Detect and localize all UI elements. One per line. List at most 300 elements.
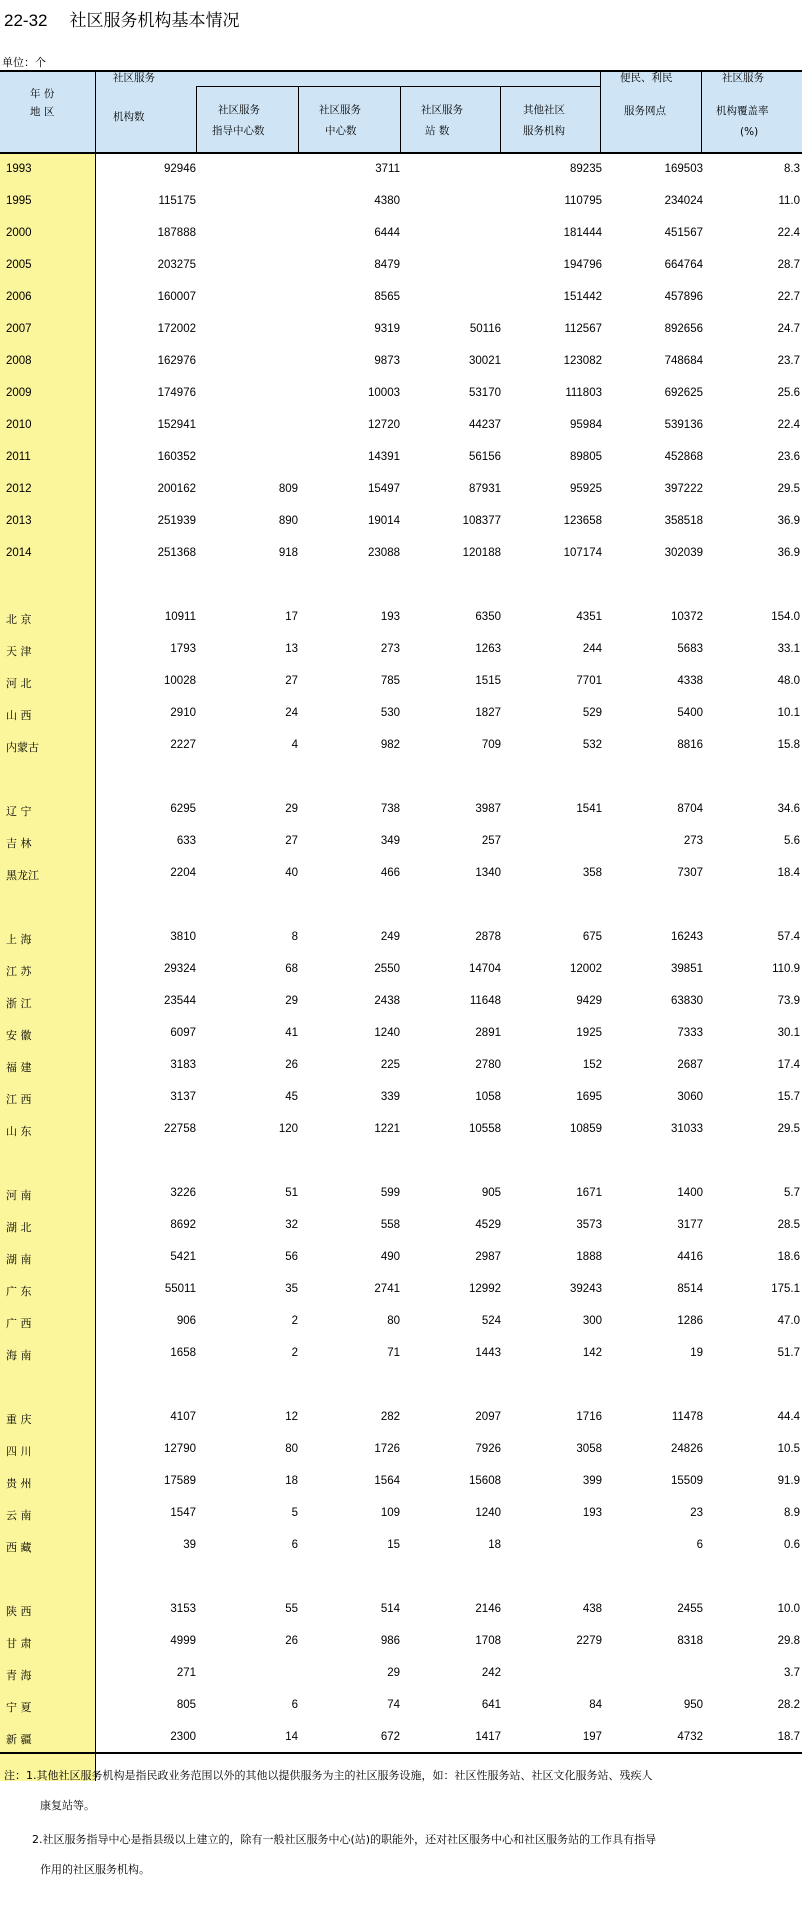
cell-other: 111803 [565, 387, 602, 399]
cell-center: 8479 [374, 259, 400, 271]
cell-outlet: 2455 [677, 1603, 703, 1615]
cell-guide: 24 [285, 707, 298, 719]
cell-cover: 73.9 [777, 995, 800, 1007]
cell-total: 160007 [157, 291, 196, 303]
row-region: 吉 林 [6, 837, 32, 850]
cell-other: 107174 [563, 547, 602, 559]
cell-station: 1443 [475, 1347, 501, 1359]
cell-center: 1564 [374, 1475, 400, 1487]
cell-outlet: 7307 [677, 867, 703, 879]
row-region: 重 庆 [6, 1413, 32, 1426]
cell-outlet: 15509 [671, 1475, 703, 1487]
cell-outlet: 1400 [677, 1187, 703, 1199]
table-row [0, 1530, 802, 1562]
note-2: 2.社区服务指导中心是指县级以上建立的，除有一般社区服务中心(站)的职能外，还对社区服务中心和社区服务站的工作具有指导 [32, 1833, 657, 1846]
cell-outlet: 8704 [677, 803, 703, 815]
cell-center: 2550 [374, 963, 400, 975]
row-region: 广 西 [6, 1317, 32, 1330]
table-row [0, 1690, 802, 1722]
cell-cover: 22.4 [777, 227, 800, 239]
cell-center: 982 [380, 739, 400, 751]
cell-cover: 30.1 [777, 1027, 800, 1039]
row-region: 黑龙江 [6, 869, 39, 882]
cell-cover: 29.5 [777, 1123, 800, 1135]
cell-other: 10859 [570, 1123, 602, 1135]
cell-total: 3226 [170, 1187, 196, 1199]
row-year: 2007 [6, 323, 32, 335]
row-region: 福 建 [6, 1061, 32, 1074]
cell-guide: 14 [285, 1731, 298, 1743]
cell-cover: 25.6 [777, 387, 800, 399]
cell-outlet: 892656 [664, 323, 703, 335]
cell-cover: 15.7 [777, 1091, 800, 1103]
table-row [0, 1434, 802, 1466]
cell-outlet: 273 [683, 835, 703, 847]
cell-station: 242 [481, 1667, 501, 1679]
row-region: 新 疆 [6, 1733, 32, 1746]
cell-outlet: 2687 [677, 1059, 703, 1071]
cell-cover: 22.7 [777, 291, 800, 303]
table-row [0, 954, 802, 986]
cell-station: 641 [481, 1699, 501, 1711]
table-row [0, 538, 802, 570]
cell-outlet: 302039 [664, 547, 703, 559]
table-number: 22-32 [4, 11, 48, 30]
cell-center: 71 [387, 1347, 400, 1359]
cell-center: 273 [380, 643, 400, 655]
cell-outlet: 3177 [677, 1219, 703, 1231]
row-region: 江 西 [6, 1093, 32, 1106]
cell-total: 187888 [157, 227, 196, 239]
cell-station: 30021 [469, 355, 501, 367]
table-row [0, 154, 802, 186]
cell-total: 5421 [170, 1251, 196, 1263]
table-header [0, 70, 802, 154]
cell-station: 1240 [475, 1507, 501, 1519]
table-row [0, 1018, 802, 1050]
table-row [0, 1338, 802, 1370]
cell-station: 2780 [475, 1059, 501, 1071]
cell-center: 29 [387, 1667, 400, 1679]
cell-cover: 44.4 [777, 1411, 800, 1423]
table-row [0, 1178, 802, 1210]
cell-total: 4107 [170, 1411, 196, 1423]
cell-guide: 4 [291, 739, 298, 751]
cell-cover: 29.5 [777, 483, 800, 495]
cell-center: 23088 [368, 547, 400, 559]
cell-cover: 23.7 [777, 355, 800, 367]
cell-other: 142 [582, 1347, 602, 1359]
cell-guide: 45 [285, 1091, 298, 1103]
cell-station: 14704 [469, 963, 501, 975]
cell-cover: 36.9 [777, 515, 800, 527]
row-region: 湖 南 [6, 1253, 32, 1266]
cell-station: 709 [481, 739, 501, 751]
cell-total: 39 [183, 1539, 196, 1551]
table-row [0, 986, 802, 1018]
cell-guide: 26 [285, 1059, 298, 1071]
row-region: 陕 西 [6, 1605, 32, 1618]
cell-guide: 32 [285, 1219, 298, 1231]
cell-other: 244 [582, 643, 602, 655]
table-bottom-rule [0, 1752, 802, 1754]
cell-outlet: 5683 [677, 643, 703, 655]
cell-total: 2227 [170, 739, 196, 751]
cell-other: 194796 [563, 259, 602, 271]
cell-center: 249 [380, 931, 400, 943]
note-2-cont: 作用的社区服务机构。 [40, 1863, 150, 1876]
cell-guide: 120 [278, 1123, 298, 1135]
cell-station: 2097 [475, 1411, 501, 1423]
cell-station: 2146 [475, 1603, 501, 1615]
cell-center: 9873 [374, 355, 400, 367]
cell-total: 200162 [157, 483, 196, 495]
cell-station: 3987 [475, 803, 501, 815]
cell-outlet: 31033 [671, 1123, 703, 1135]
cell-guide: 29 [285, 803, 298, 815]
header-outlet-top: 便民、利民 [620, 72, 673, 84]
cell-other: 123658 [563, 515, 602, 527]
page-title [4, 6, 239, 31]
cell-cover: 5.6 [784, 835, 800, 847]
cell-cover: 17.4 [777, 1059, 800, 1071]
table-row [0, 1466, 802, 1498]
row-year: 2012 [6, 483, 32, 495]
cell-cover: 110.9 [772, 963, 800, 975]
cell-outlet: 8816 [677, 739, 703, 751]
row-region: 天 津 [6, 645, 32, 658]
row-region: 安 徽 [6, 1029, 32, 1042]
cell-total: 1547 [170, 1507, 196, 1519]
cell-station: 2878 [475, 931, 501, 943]
cell-outlet: 358518 [664, 515, 703, 527]
cell-other: 7701 [576, 675, 602, 687]
cell-cover: 91.9 [777, 1475, 800, 1487]
cell-center: 80 [387, 1315, 400, 1327]
cell-total: 92946 [164, 163, 196, 175]
table-row [0, 1082, 802, 1114]
cell-cover: 28.5 [777, 1219, 800, 1231]
cell-outlet: 6 [696, 1539, 703, 1551]
cell-guide: 890 [278, 515, 298, 527]
table-row [0, 1114, 802, 1146]
cell-other: 675 [582, 931, 602, 943]
cell-total: 10028 [164, 675, 196, 687]
table-row [0, 1658, 802, 1690]
cell-center: 2741 [374, 1283, 400, 1295]
cell-center: 466 [380, 867, 400, 879]
table-row [0, 314, 802, 346]
cell-outlet: 4416 [677, 1251, 703, 1263]
cell-outlet: 24826 [671, 1443, 703, 1455]
cell-guide: 55 [285, 1603, 298, 1615]
cell-cover: 11.0 [778, 195, 800, 207]
cell-center: 530 [380, 707, 400, 719]
cell-guide: 2 [291, 1315, 298, 1327]
cell-guide: 13 [285, 643, 298, 655]
row-region: 甘 肃 [6, 1637, 32, 1650]
cell-guide: 35 [285, 1283, 298, 1295]
cell-other: 1925 [576, 1027, 602, 1039]
cell-center: 339 [380, 1091, 400, 1103]
row-region: 河 北 [6, 677, 32, 690]
cell-cover: 23.6 [777, 451, 800, 463]
cell-station: 7926 [475, 1443, 501, 1455]
cell-other: 3573 [576, 1219, 602, 1231]
table-row [0, 858, 802, 890]
cell-total: 3153 [170, 1603, 196, 1615]
header-station-top: 社区服务 [421, 104, 463, 116]
cell-cover: 10.5 [777, 1443, 800, 1455]
row-region: 辽 宁 [6, 805, 32, 818]
cell-guide: 80 [285, 1443, 298, 1455]
cell-cover: 18.4 [777, 867, 800, 879]
cell-station: 905 [481, 1187, 501, 1199]
cell-cover: 18.7 [777, 1731, 800, 1743]
cell-guide: 56 [285, 1251, 298, 1263]
table-row [0, 602, 802, 634]
cell-total: 6295 [170, 803, 196, 815]
group-spacer [0, 1146, 802, 1178]
cell-outlet: 4732 [677, 1731, 703, 1743]
cell-outlet: 23 [690, 1507, 703, 1519]
cell-guide: 6 [291, 1699, 298, 1711]
cell-total: 12790 [164, 1443, 196, 1455]
cell-center: 282 [380, 1411, 400, 1423]
cell-other: 112567 [564, 323, 602, 335]
cell-outlet: 748684 [664, 355, 703, 367]
cell-guide: 27 [285, 835, 298, 847]
cell-total: 203275 [157, 259, 196, 271]
cell-station: 257 [481, 835, 501, 847]
cell-guide: 40 [285, 867, 298, 879]
cell-cover: 34.6 [777, 803, 800, 815]
cell-station: 11648 [469, 995, 501, 1007]
cell-total: 29324 [164, 963, 196, 975]
cell-cover: 10.1 [777, 707, 800, 719]
cell-center: 6444 [374, 227, 400, 239]
cell-guide: 5 [291, 1507, 298, 1519]
table-row [0, 1242, 802, 1274]
cell-total: 162976 [157, 355, 196, 367]
row-region: 上 海 [6, 933, 32, 946]
cell-cover: 33.1 [777, 643, 800, 655]
row-region: 山 西 [6, 709, 32, 722]
table-row [0, 1274, 802, 1306]
cell-center: 986 [380, 1635, 400, 1647]
cell-other: 12002 [570, 963, 602, 975]
cell-other: 39243 [570, 1283, 602, 1295]
table-row [0, 1210, 802, 1242]
unit-label: 单位：个 [2, 56, 46, 69]
cell-station: 1340 [475, 867, 501, 879]
cell-other: 1695 [576, 1091, 602, 1103]
group-spacer [0, 1562, 802, 1594]
row-year: 2013 [6, 515, 32, 527]
cell-outlet: 397222 [664, 483, 703, 495]
cell-cover: 154.0 [771, 611, 800, 623]
cell-center: 672 [380, 1731, 400, 1743]
cell-total: 10911 [164, 611, 196, 623]
table-row [0, 730, 802, 762]
cell-outlet: 950 [683, 1699, 703, 1711]
cell-guide: 18 [285, 1475, 298, 1487]
group-spacer [0, 570, 802, 602]
cell-other: 300 [582, 1315, 602, 1327]
cell-total: 251939 [157, 515, 196, 527]
cell-center: 10003 [368, 387, 400, 399]
cell-total: 8692 [170, 1219, 196, 1231]
cell-total: 633 [176, 835, 196, 847]
cell-cover: 15.8 [777, 739, 800, 751]
cell-total: 1658 [170, 1347, 196, 1359]
cell-other: 529 [582, 707, 602, 719]
cell-guide: 26 [285, 1635, 298, 1647]
row-year: 2005 [6, 259, 32, 271]
cell-guide: 2 [291, 1347, 298, 1359]
cell-guide: 8 [291, 931, 298, 943]
cell-guide: 27 [285, 675, 298, 687]
cell-outlet: 8514 [677, 1283, 703, 1295]
header-guide-bottom: 指导中心数 [212, 125, 265, 137]
cell-other: 197 [582, 1731, 602, 1743]
cell-total: 3810 [170, 931, 196, 943]
cell-other: 181444 [563, 227, 602, 239]
cell-guide: 918 [278, 547, 298, 559]
cell-total: 271 [176, 1667, 196, 1679]
cell-cover: 8.3 [784, 163, 800, 175]
table-row [0, 186, 802, 218]
cell-total: 6097 [170, 1027, 196, 1039]
header-other-top: 其他社区 [523, 104, 565, 116]
cell-center: 514 [380, 1603, 400, 1615]
header-cover-bottom: (%) [740, 126, 759, 138]
row-year: 2011 [6, 451, 31, 463]
group-spacer [0, 1370, 802, 1402]
cell-total: 4999 [170, 1635, 196, 1647]
row-year: 2008 [6, 355, 32, 367]
row-year: 2010 [6, 419, 32, 431]
cell-cover: 36.9 [777, 547, 800, 559]
row-region: 广 东 [6, 1285, 32, 1298]
cell-outlet: 4338 [677, 675, 703, 687]
cell-cover: 22.4 [777, 419, 800, 431]
row-year: 2006 [6, 291, 32, 303]
row-region: 贵 州 [6, 1477, 32, 1490]
cell-total: 152941 [157, 419, 196, 431]
header-center-top: 社区服务 [319, 104, 361, 116]
cell-total: 55011 [164, 1283, 196, 1295]
cell-other: 438 [582, 1603, 602, 1615]
cell-station: 2891 [475, 1027, 501, 1039]
cell-outlet: 452868 [664, 451, 703, 463]
cell-station: 10558 [469, 1123, 501, 1135]
table-row [0, 794, 802, 826]
cell-cover: 8.9 [784, 1507, 800, 1519]
row-year: 2009 [6, 387, 32, 399]
cell-center: 15 [387, 1539, 400, 1551]
cell-guide: 51 [285, 1187, 298, 1199]
row-region: 青 海 [6, 1669, 32, 1682]
cell-outlet: 8318 [677, 1635, 703, 1647]
header-cover-mid: 机构覆盖率 [716, 105, 769, 117]
cell-outlet: 39851 [671, 963, 703, 975]
cell-other: 3058 [576, 1443, 602, 1455]
cell-station: 1263 [475, 643, 501, 655]
cell-station: 1827 [475, 707, 501, 719]
cell-outlet: 451567 [664, 227, 703, 239]
cell-center: 15497 [368, 483, 400, 495]
cell-other: 9429 [576, 995, 602, 1007]
cell-center: 193 [380, 611, 400, 623]
table-row [0, 282, 802, 314]
cell-station: 15608 [469, 1475, 501, 1487]
cell-station: 524 [481, 1315, 501, 1327]
header-cover-top: 社区服务 [722, 72, 764, 84]
cell-outlet: 1286 [677, 1315, 703, 1327]
cell-center: 19014 [368, 515, 400, 527]
cell-center: 225 [380, 1059, 400, 1071]
cell-total: 2300 [170, 1731, 196, 1743]
note-1-cont: 康复站等。 [40, 1799, 95, 1812]
header-total-bottom: 机构数 [113, 111, 145, 123]
cell-station: 6350 [475, 611, 501, 623]
cell-outlet: 539136 [664, 419, 703, 431]
cell-total: 115175 [158, 195, 196, 207]
cell-outlet: 3060 [677, 1091, 703, 1103]
table-row [0, 1626, 802, 1658]
cell-other: 95925 [570, 483, 602, 495]
cell-outlet: 234024 [664, 195, 703, 207]
cell-center: 738 [380, 803, 400, 815]
table-row [0, 410, 802, 442]
cell-other: 2279 [576, 1635, 602, 1647]
cell-station: 1708 [475, 1635, 501, 1647]
cell-station: 1417 [475, 1731, 501, 1743]
cell-other: 358 [582, 867, 602, 879]
table-row [0, 378, 802, 410]
table-row [0, 442, 802, 474]
row-region: 江 苏 [6, 965, 32, 978]
cell-total: 906 [176, 1315, 196, 1327]
cell-outlet: 7333 [677, 1027, 703, 1039]
row-region: 山 东 [6, 1125, 32, 1138]
table-row [0, 506, 802, 538]
row-year: 1995 [6, 195, 32, 207]
row-year: 2014 [6, 547, 32, 559]
table-row [0, 1306, 802, 1338]
row-region: 浙 江 [6, 997, 32, 1010]
table-row [0, 698, 802, 730]
cell-other: 89235 [570, 163, 602, 175]
cell-center: 4380 [374, 195, 400, 207]
cell-total: 23544 [164, 995, 196, 1007]
table-row [0, 826, 802, 858]
cell-outlet: 10372 [671, 611, 703, 623]
cell-other: 4351 [576, 611, 602, 623]
cell-center: 1221 [374, 1123, 400, 1135]
cell-cover: 5.7 [784, 1187, 800, 1199]
cell-outlet: 5400 [677, 707, 703, 719]
table-rows [0, 154, 802, 1754]
cell-total: 2910 [170, 707, 196, 719]
cell-guide: 6 [291, 1539, 298, 1551]
cell-center: 12720 [368, 419, 400, 431]
cell-cover: 175.1 [771, 1283, 800, 1295]
cell-center: 349 [380, 835, 400, 847]
cell-guide: 809 [278, 483, 298, 495]
note-1: 注：1.其他社区服务机构是指民政业务范围以外的其他以提供服务为主的社区服务设施，如：社区性服务站、社区文化服务站、残疾人 [4, 1769, 653, 1782]
